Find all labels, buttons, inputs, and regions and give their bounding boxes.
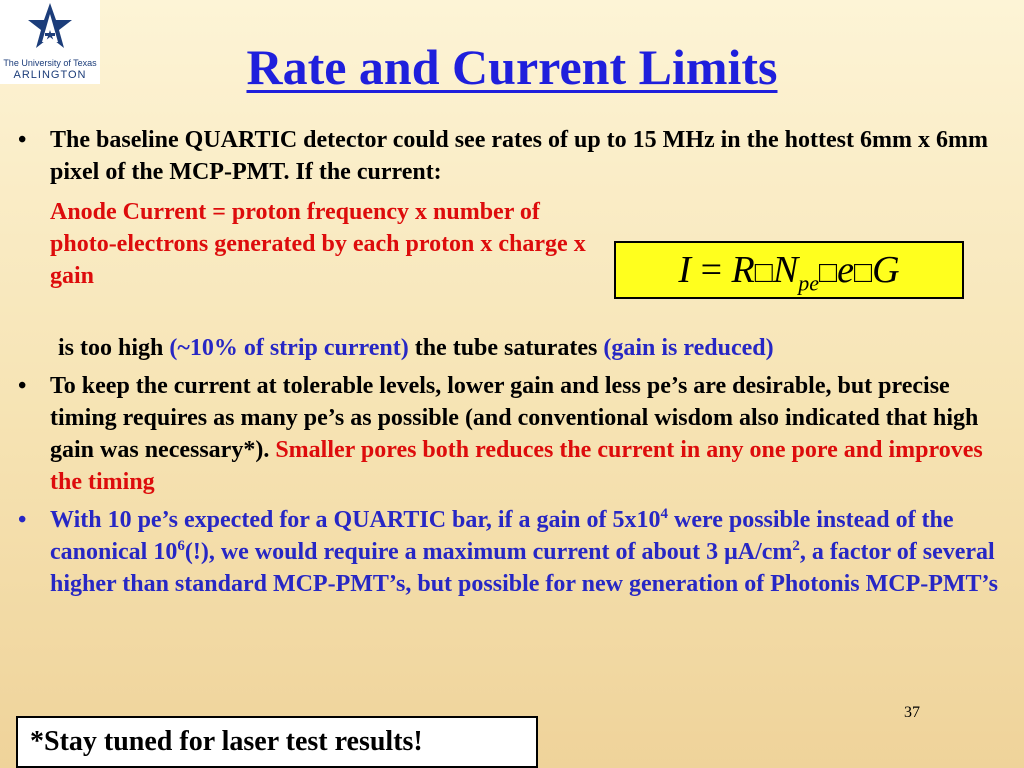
- slide-title: Rate and Current Limits: [246, 39, 778, 95]
- bullet-3-text-2: were possible instead of the canonical 10: [50, 507, 954, 565]
- formula-n: N: [772, 249, 799, 291]
- bullet-2-red-text: Smaller pores both reduces the current in any one pore and improves the timing: [50, 437, 983, 495]
- formula-pe-subscript: pe: [798, 270, 819, 296]
- bullet-3-text-1: With 10 pe’s expected for a QUARTIC bar, if a gain of 5x10: [50, 507, 661, 533]
- bullet-item-3: [18, 504, 1008, 600]
- bullet-1-continuation: [50, 332, 1008, 364]
- bullet-3-text-4: A/cm: [737, 539, 793, 565]
- current-formula-box: [614, 241, 964, 299]
- formula-equals: =: [691, 249, 732, 291]
- formula-i: I: [678, 249, 692, 291]
- formula-e: e: [837, 249, 854, 291]
- mu-symbol: μ: [724, 539, 738, 565]
- bullet-marker: •: [18, 507, 27, 533]
- slide-body: [18, 124, 1008, 606]
- cont-text-b: (~10% of strip current): [169, 335, 409, 361]
- anode-current-definition: Anode Current = proton frequency x number of photo-electrons generated by each proton x charge x gain: [50, 199, 586, 289]
- formula-separator: □: [818, 256, 838, 289]
- logo-arlington-text: ARLINGTON: [13, 69, 87, 81]
- bullet-3-text-3: (!), we would require a maximum current of about 3: [184, 539, 725, 565]
- exponent-6: 6: [177, 538, 185, 554]
- laser-test-callout: *Stay tuned for laser test results!: [16, 716, 538, 768]
- bullet-marker: •: [18, 127, 27, 153]
- formula-g: G: [872, 249, 900, 291]
- bullet-2-text: To keep the current at tolerable levels, lower gain and less pe’s are desirable, but precise timing requires as many pe’s as possible (and conventional wisdom also indicated that high gain was necessary*).: [50, 373, 979, 463]
- page-number: 37: [904, 704, 920, 721]
- formula-separator: □: [853, 256, 873, 289]
- exponent-4: 4: [660, 506, 668, 522]
- formula-separator: □: [754, 256, 773, 289]
- cont-text-c: the tube saturates: [408, 335, 604, 361]
- formula-r: R: [731, 249, 755, 291]
- cont-text-a: is too high: [58, 335, 170, 361]
- exponent-2: 2: [792, 538, 800, 554]
- bullet-1-text: The baseline QUARTIC detector could see rates of up to 15 MHz in the hottest 6mm x 6mm pixel of the MCP-PMT. If the current:: [50, 127, 988, 185]
- bullet-marker: •: [18, 373, 27, 399]
- bullet-item-2: [18, 370, 1008, 498]
- cont-text-d: (gain is reduced): [603, 335, 774, 361]
- bullet-3-text-5: , a factor of several higher than standard MCP-PMT’s, but possible for new generation of Photonis MCP-PMT’s: [50, 539, 998, 597]
- logo-university-text: The University of Texas: [3, 58, 97, 68]
